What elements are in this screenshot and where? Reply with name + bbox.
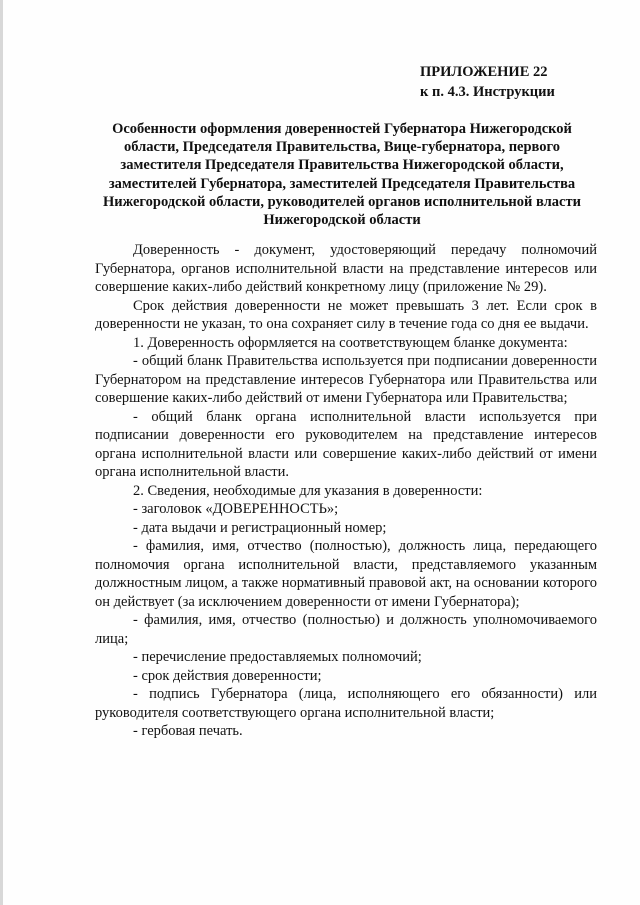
page-left-edge [0,0,3,905]
list-item: - гербовая печать. [133,723,243,739]
list-item: - подпись Губернатора (лица, исполняющего его обязанности) или руководителя соответствующего органа исполнительной власти; [95,686,597,721]
annex-number: ПРИЛОЖЕНИЕ 22 [420,64,548,80]
list-item: - перечисление предоставляемых полномочий; [133,649,422,665]
list-item: - общий бланк органа исполнительной власти используется при подписании доверенности его руководителем на представление интересов органа исполнительной власти или совершение каких-либо действий от имени органа исполнительной власти. [95,408,597,480]
annex-header [420,62,555,102]
list-item: - общий бланк Правительства используется при подписании доверенности Губернатором на представление интересов Губернатора или Правительства или совершение каких-либо действий от имени Губернатора или Правительства; [95,353,597,406]
list-item: - фамилия, имя, отчество (полностью) и должность уполномочиваемого лица; [95,612,597,647]
list-item: - фамилия, имя, отчество (полностью), должность лица, передающего полномочия органа исполнительной власти, представляемого указанным должностным лицом, а также нормативный правовой акт, на основании которого он действует (за исключением доверенности от имени Губернатора); [95,538,597,610]
document-body [95,241,597,741]
paragraph-section-2: 2. Сведения, необходимые для указания в доверенности: [133,482,483,499]
list-item: - срок действия доверенности; [133,667,322,684]
paragraph-validity: Срок действия доверенности не может превышать 3 лет. Если срок в доверенности не указан, то она сохраняет силу в течение года со дня ее выдачи. [95,297,597,332]
paragraph-section-1: 1. Доверенность оформляется на соответствующем бланке документа: [133,334,568,351]
list-item: - заголовок «ДОВЕРЕННОСТЬ»; [133,501,339,517]
document-title: Особенности оформления доверенностей Губернатора Нижегородской области, Председателя Правительства, Вице-губернатора, первого заместителя Председателя Правительства Нижегородской области, заместителей Губернатора, заместителей Председателя Правительства Нижегородской области, руководителей органов исполнительной власти Нижегородской области [103,121,581,229]
list-item: - дата выдачи и регистрационный номер; [133,519,387,536]
annex-reference: к п. 4.3. Инструкции [420,84,555,100]
paragraph-definition: Доверенность - документ, удостоверяющий передачу полномочий Губернатора, органов исполнительной власти на представление интересов или совершение каких-либо действий конкретному лицу (приложение № 29). [95,242,597,295]
